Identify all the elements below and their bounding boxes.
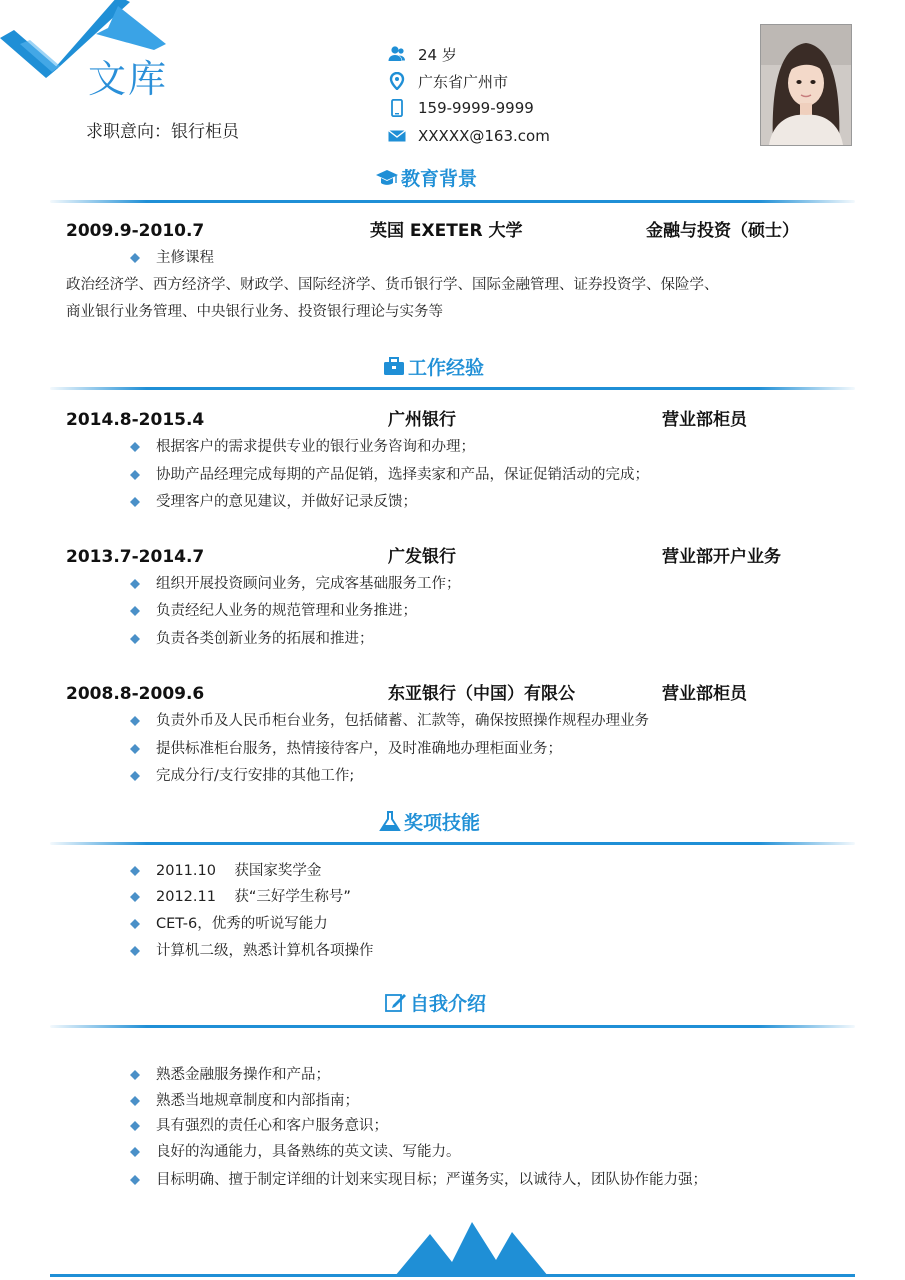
diamond-bullet-icon: [130, 497, 140, 507]
edu-courses-line: 商业银行业务管理、中央银行业务、投资银行理论与实务等: [66, 304, 443, 320]
phone-icon: [388, 99, 406, 117]
award-item: 2012.11 获“三好学生称号”: [156, 889, 351, 905]
self-item: 熟悉金融服务操作和产品；: [156, 1067, 330, 1083]
diamond-bullet-icon: [130, 716, 140, 726]
list-item: [130, 913, 328, 935]
diamond-bullet-icon: [130, 634, 140, 644]
list-item: [130, 573, 461, 595]
contact-phone: [388, 97, 648, 119]
graduation-cap-icon: [375, 166, 399, 188]
diamond-bullet-icon: [130, 442, 140, 452]
award-item: CET-6，优秀的听说写能力: [156, 916, 328, 932]
list-item: [130, 1090, 359, 1112]
footer-mountain-graphic: [50, 1218, 855, 1280]
section-divider: [50, 387, 855, 390]
self-item: 具有强烈的责任心和客户服务意识；: [156, 1118, 388, 1134]
list-item: [130, 628, 374, 650]
edu-date: 2009.9-2010.7: [66, 221, 205, 241]
section-title-self-text: 自我介绍: [410, 992, 487, 1015]
diamond-bullet-icon: [130, 919, 140, 929]
diamond-bullet-icon: [130, 892, 140, 902]
job-company: 广州银行: [388, 410, 456, 430]
contact-email-text: XXXXX@163.com: [418, 127, 550, 145]
diamond-bullet-icon: [130, 1121, 140, 1131]
contact-phone-text: 159-9999-9999: [418, 99, 534, 117]
job-duty: 受理客户的意见建议，并做好记录反馈；: [156, 494, 417, 510]
job-duty: 负责经纪人业务的规范管理和业务推进；: [156, 603, 417, 619]
list-item: [130, 247, 214, 269]
job-duty: 负责各类创新业务的拓展和推进；: [156, 631, 374, 647]
list-item: [130, 940, 374, 962]
diamond-bullet-icon: [130, 579, 140, 589]
section-title-education: [375, 164, 477, 190]
list-item: [130, 1064, 330, 1086]
self-item: 良好的沟通能力，具备熟练的英文读、写能力。: [156, 1144, 461, 1160]
section-title-education-text: 教育背景: [401, 167, 478, 190]
contact-location-text: 广东省广州市: [418, 72, 509, 91]
diamond-bullet-icon: [130, 946, 140, 956]
list-item: [130, 491, 417, 513]
diamond-bullet-icon: [130, 1070, 140, 1080]
list-item: [130, 1169, 707, 1191]
job-position: 营业部柜员: [662, 684, 747, 704]
job-position: 营业部开户业务: [662, 547, 781, 567]
award-item: 2011.10 获国家奖学金: [156, 863, 322, 879]
edu-school: 英国 EXETER 大学: [370, 221, 523, 241]
section-title-awards: [378, 808, 480, 834]
section-divider: [50, 842, 855, 845]
list-item: [130, 436, 475, 458]
diamond-bullet-icon: [130, 470, 140, 480]
diamond-bullet-icon: [130, 1147, 140, 1157]
job-company: 东亚银行（中国）有限公: [388, 684, 575, 704]
job-duty: 负责外币及人民币柜台业务，包括储蓄、汇款等，确保按照操作规程办理业务: [156, 713, 649, 729]
section-title-self: [384, 989, 486, 1015]
section-title-work-text: 工作经验: [408, 356, 485, 379]
contact-age: [388, 43, 648, 65]
user-icon: [388, 45, 406, 63]
list-item: [130, 710, 649, 732]
diamond-bullet-icon: [130, 771, 140, 781]
mail-icon: [388, 127, 406, 145]
job-duty: 完成分行/支行安排的其他工作;: [156, 768, 355, 784]
job-date: 2008.8-2009.6: [66, 684, 205, 704]
job-intent: 求职意向：银行柜员: [86, 122, 239, 142]
location-pin-icon: [388, 72, 406, 90]
edu-courses-line: 政治经济学、西方经济学、财政学、国际经济学、货币银行学、国际金融管理、证券投资学、保险学、: [66, 277, 719, 293]
diamond-bullet-icon: [130, 1096, 140, 1106]
diamond-bullet-icon: [130, 744, 140, 754]
flask-icon: [378, 810, 402, 832]
list-item: [130, 600, 417, 622]
self-item: 熟悉当地规章制度和内部指南；: [156, 1093, 359, 1109]
edit-note-icon: [384, 991, 408, 1013]
job-date: 2013.7-2014.7: [66, 547, 205, 567]
job-duty: 提供标准柜台服务，热情接待客户，及时准确地办理柜面业务；: [156, 741, 562, 757]
edu-major: 金融与投资（硕士）: [646, 221, 799, 241]
section-title-work: [382, 353, 484, 379]
self-item: 目标明确、擅于制定详细的计划来实现目标；严谨务实，以诚待人，团队协作能力强；: [156, 1172, 707, 1188]
job-position: 营业部柜员: [662, 410, 747, 430]
edu-courses-label: 主修课程: [156, 250, 214, 266]
section-divider: [50, 200, 855, 203]
section-title-awards-text: 奖项技能: [404, 811, 481, 834]
contact-email[interactable]: [388, 125, 648, 147]
logo-text: 文库: [88, 57, 169, 101]
briefcase-icon: [382, 355, 406, 377]
diamond-bullet-icon: [130, 253, 140, 263]
list-item: [130, 886, 351, 908]
job-date: 2014.8-2015.4: [66, 410, 205, 430]
award-item: 计算机二级，熟悉计算机各项操作: [156, 943, 374, 959]
diamond-bullet-icon: [130, 1175, 140, 1185]
list-item: [130, 1115, 388, 1137]
job-duty: 协助产品经理完成每期的产品促销，选择卖家和产品，保证促销活动的完成；: [156, 467, 649, 483]
job-duty: 根据客户的需求提供专业的银行业务咨询和办理；: [156, 439, 475, 455]
diamond-bullet-icon: [130, 866, 140, 876]
section-divider: [50, 1025, 855, 1028]
list-item: [130, 738, 562, 760]
list-item: [130, 464, 649, 486]
job-duty: 组织开展投资顾问业务，完成客基础服务工作；: [156, 576, 461, 592]
profile-photo: [760, 24, 852, 146]
diamond-bullet-icon: [130, 606, 140, 616]
contact-age-text: 24 岁: [418, 45, 457, 64]
list-item: [130, 1141, 461, 1163]
job-company: 广发银行: [388, 547, 456, 567]
contact-location: [388, 70, 648, 92]
list-item: [130, 765, 354, 787]
list-item: [130, 860, 321, 882]
